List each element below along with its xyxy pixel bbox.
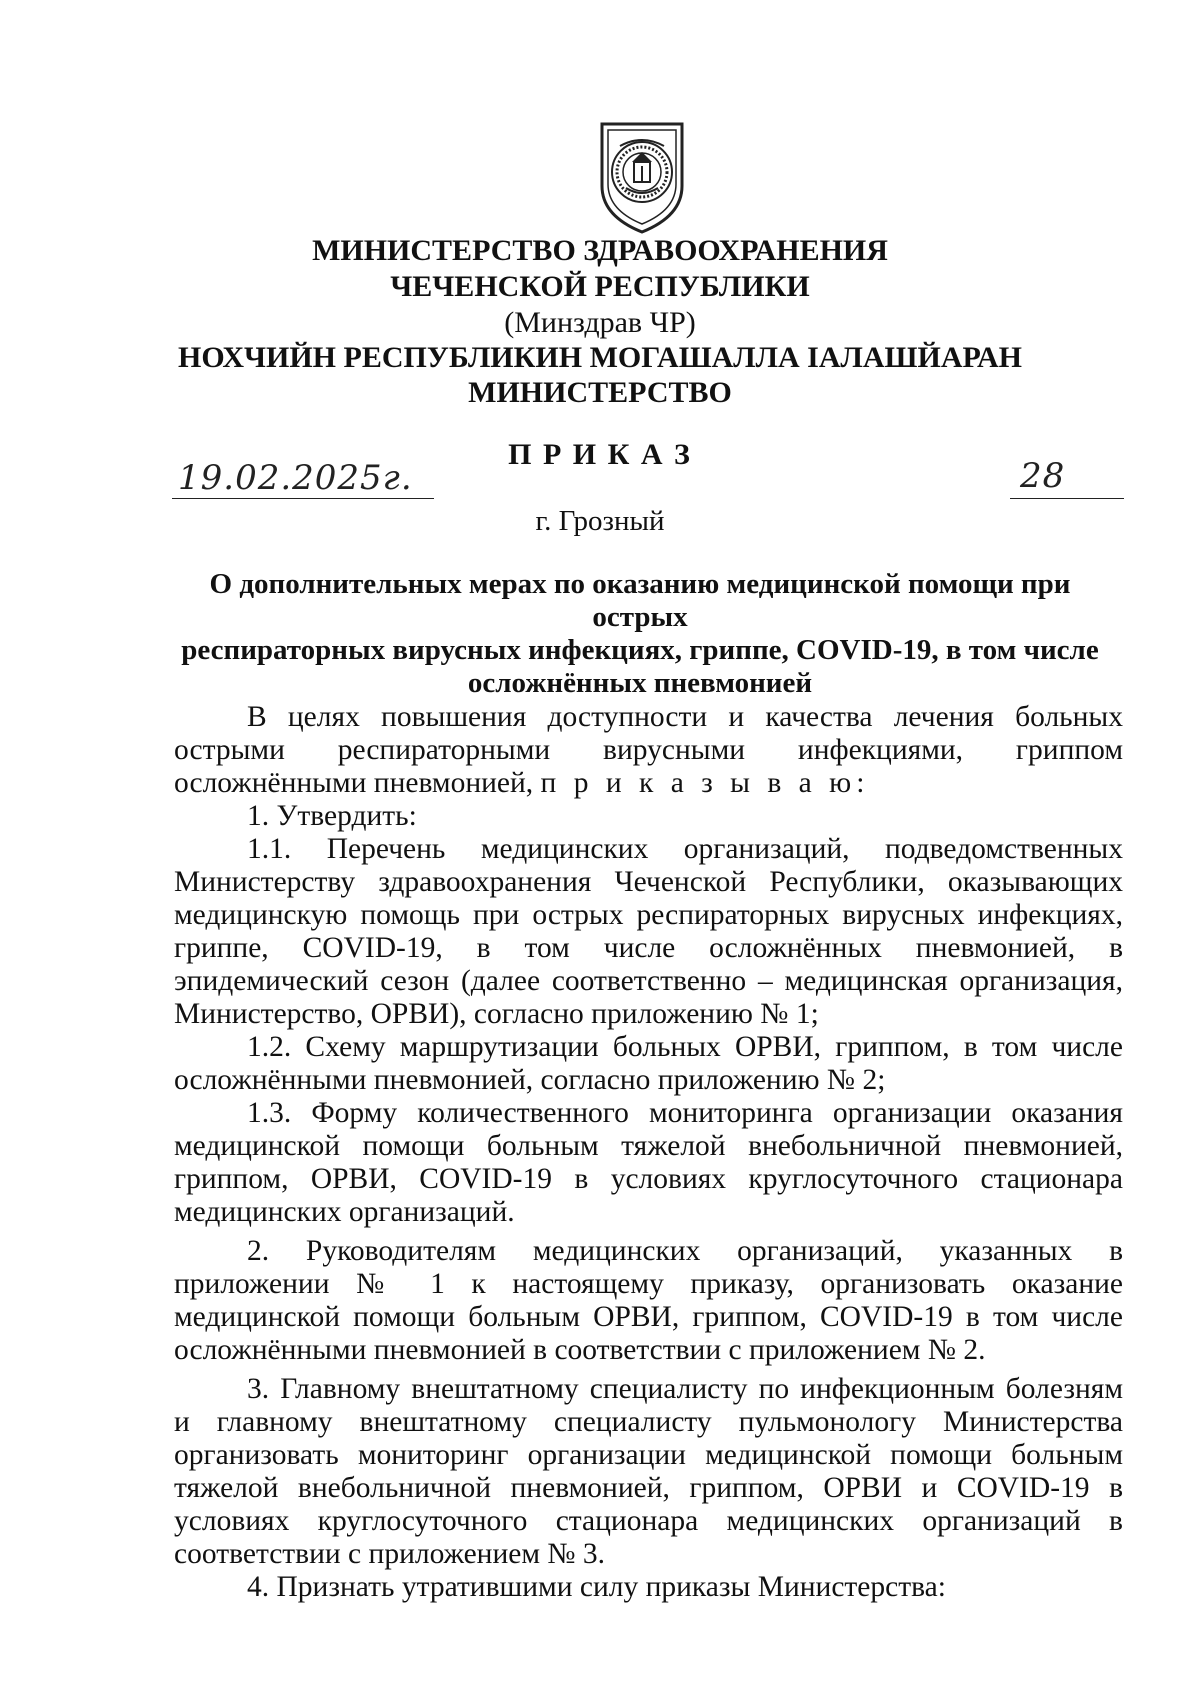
ministry-name-line2: ЧЕЧЕНСКОЙ РЕСПУБЛИКИ [390, 270, 810, 303]
order-number: 28 [1020, 456, 1066, 496]
number-underline [1010, 498, 1124, 499]
order-body [174, 701, 1123, 1604]
intro-paragraph: В целях повышения доступности и качества лечения больных острыми респираторными вирусными инфекциями, гриппом осложнёнными пневмонией, п р и к а з ы в а ю: [174, 701, 1123, 799]
clause-1-3: 1.3. Форму количественного мониторинга организации оказания медицинской помощи больным тяжелой внебольничной пневмонией, гриппом, ОРВИ, COVID-19 в условиях круглосуточного стационара медицинских организаций. [174, 1097, 1123, 1228]
order-title-line3: осложнённых пневмонией [467, 667, 813, 699]
city: г. Грозный [535, 505, 665, 537]
ministry-short-name: (Минздрав ЧР) [504, 306, 696, 339]
clause-1-1: 1.1. Перечень медицинских организаций, подведомственных Министерству здравоохранения Чеченской Республики, оказывающих медицинскую помощь при острых респираторных вирусных инфекциях, гриппе, COVID-19, в том числе осложнённых пневмонией, в эпидемический сезон (далее соответственно – медицинская организация, Министерство, ОРВИ), согласно приложению № 1; [174, 833, 1123, 1030]
coat-of-arms-emblem [596, 116, 688, 236]
document-type: П Р И К А З [508, 438, 692, 471]
clause-1-2: 1.2. Схему маршрутизации больных ОРВИ, гриппом, в том числе осложнёнными пневмонией, согласно приложению № 2; [174, 1031, 1123, 1096]
clause-1: 1. Утвердить: [247, 800, 417, 832]
order-date: 19.02.2025г. [178, 458, 413, 498]
order-title-line2: респираторных вирусных инфекциях, гриппе, COVID-19, в том числе [181, 634, 1099, 666]
order-title-line1: О дополнительных мерах по оказанию медицинской помощи при острых [209, 568, 1071, 633]
chechen-name-line2: МИНИСТЕРСТВО [468, 376, 732, 409]
clause-3: 3. Главному внештатному специалисту по инфекционным болезням и главному внештатному специалисту пульмонологу Министерства организовать мониторинг организации медицинской помощи больным тяжелой внебольничной пневмонией, гриппом, ОРВИ и COVID-19 в условиях круглосуточного стационара медицинских организаций в соответствии с приложением № 3. [174, 1373, 1123, 1570]
order-title [160, 568, 1120, 700]
chechen-name-line1: НОХЧИЙН РЕСПУБЛИКИН МОГАШАЛЛА IАЛАШЙАРАН [178, 341, 1022, 374]
order-word: п р и к а з ы в а ю [540, 767, 857, 799]
clause-4: 4. Признать утратившими силу приказы Министерства: [247, 1571, 946, 1603]
date-underline [172, 498, 434, 499]
clause-2: 2. Руководителям медицинских организаций, указанных в приложении № 1 к настоящему приказу, организовать оказание медицинской помощи больным ОРВИ, гриппом, COVID-19 в том числе осложнёнными пневмонией в соответствии с приложением № 2. [174, 1235, 1123, 1366]
ministry-name-line1: МИНИСТЕРСТВО ЗДРАВООХРАНЕНИЯ [312, 234, 888, 267]
